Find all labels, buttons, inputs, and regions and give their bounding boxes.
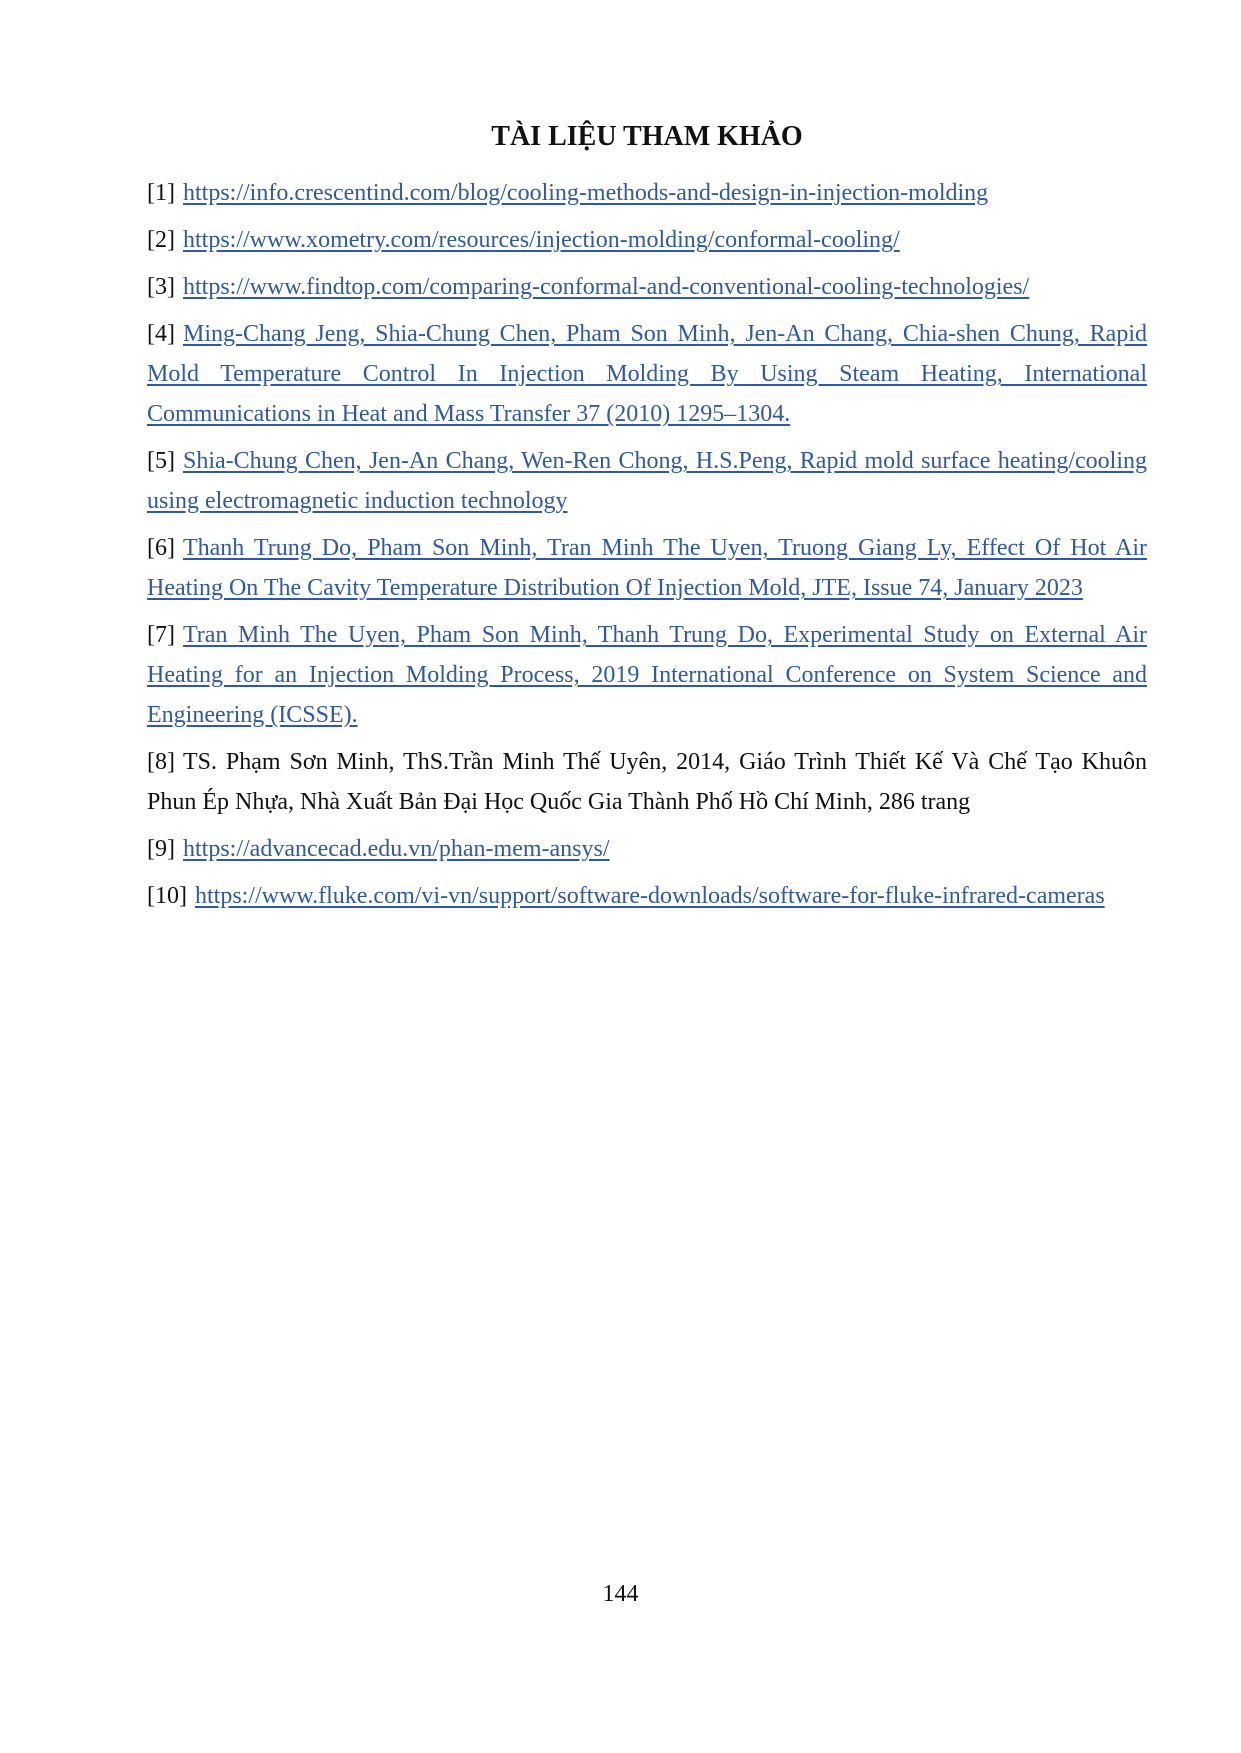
reference-link[interactable]: Tran Minh The Uyen, Pham Son Minh, Thanh Trung Do, Experimental Study on External Air Heating for an Injection Molding Process, 2019 International Conference on System Science and Engineering (ICSSE).	[147, 622, 1147, 728]
reference-item	[147, 314, 1147, 434]
reference-item	[147, 742, 1147, 822]
reference-item	[147, 267, 1147, 307]
reference-item	[147, 615, 1147, 735]
reference-link[interactable]: https://www.findtop.com/comparing-conformal-and-conventional-cooling-technologies/	[182, 274, 1030, 300]
reference-number: [7]	[147, 622, 175, 648]
reference-link[interactable]: Shia-Chung Chen, Jen-An Chang, Wen-Ren Chong, H.S.Peng, Rapid mold surface heating/cooling using electromagnetic induction technology	[147, 448, 1147, 514]
reference-number: [5]	[147, 448, 175, 474]
reference-item	[147, 829, 1147, 869]
reference-number: [3]	[147, 274, 175, 300]
reference-item	[147, 220, 1147, 260]
reference-number: [2]	[147, 227, 175, 253]
reference-number: [10]	[147, 883, 187, 909]
reference-item	[147, 528, 1147, 608]
reference-number: [6]	[147, 535, 175, 561]
reference-link[interactable]: https://info.crescentind.com/blog/cooling-methods-and-design-in-injection-molding	[182, 180, 989, 206]
reference-item	[147, 441, 1147, 521]
page-number: 144	[602, 1581, 639, 1607]
reference-item	[147, 876, 1147, 916]
reference-link[interactable]: https://www.xometry.com/resources/injection-molding/conformal-cooling/	[182, 227, 900, 253]
reference-number: [4]	[147, 321, 175, 347]
reference-item	[147, 173, 1147, 213]
reference-list	[147, 173, 1147, 923]
page-title: TÀI LIỆU THAM KHẢO	[491, 121, 803, 152]
reference-link[interactable]: Thanh Trung Do, Pham Son Minh, Tran Minh The Uyen, Truong Giang Ly, Effect Of Hot Air Heating On The Cavity Temperature Distribution Of Injection Mold, JTE, Issue 74, January 2023	[147, 535, 1147, 601]
reference-number: [8]	[147, 749, 175, 775]
reference-text: TS. Phạm Sơn Minh, ThS.Trần Minh Thế Uyên, 2014, Giáo Trình Thiết Kế Và Chế Tạo Khuôn Phun Ép Nhựa, Nhà Xuất Bản Đại Học Quốc Gia Thành Phố Hồ Chí Minh, 286 trang	[147, 749, 1147, 815]
reference-link[interactable]: https://www.fluke.com/vi-vn/support/software-downloads/software-for-fluke-infrared-cameras	[194, 883, 1105, 909]
reference-link[interactable]: Ming-Chang Jeng, Shia-Chung Chen, Pham Son Minh, Jen-An Chang, Chia-shen Chung, Rapid Mold Temperature Control In Injection Molding By Using Steam Heating, International Communications in Heat and Mass Transfer 37 (2010) 1295–1304.	[147, 321, 1147, 427]
reference-number: [9]	[147, 836, 175, 862]
reference-number: [1]	[147, 180, 175, 206]
reference-link[interactable]: https://advancecad.edu.vn/phan-mem-ansys/	[182, 836, 610, 862]
